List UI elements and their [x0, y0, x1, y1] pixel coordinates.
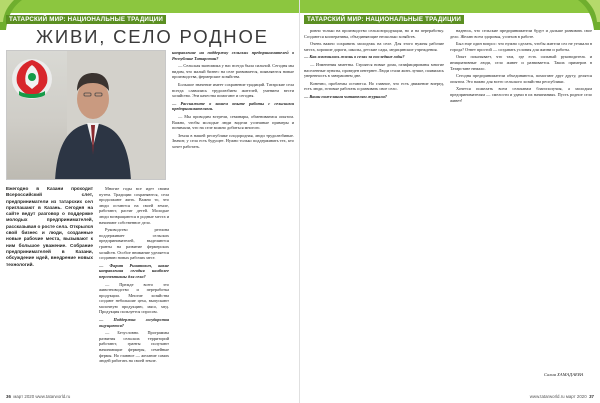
body-paragraph: Большое значение имеет сохранение традиций. Татарские села всегда славились трудолюбием жителей, умением вести хозяйство. Эти качества помогают и сегодня. — [172, 81, 294, 99]
body-paragraph: Был еще один вопрос: что нужно сделать, чтобы жители сел не уезжали в города? Ответ простой — создавать условия для жизни и работы. — [450, 41, 592, 52]
body-paragraph: Многие годы все идет своим путем. Традиции сохраняются, села продолжают жить. Важно то, что люди остаются на своей земле, работают, растят детей. Молодые люди возвращаются в родные места и начинают собственное дело. — [99, 186, 169, 225]
tatarstan-emblem-icon — [12, 59, 52, 99]
body-column-4 — [304, 28, 444, 383]
header-band-right — [300, 0, 600, 13]
body-paragraph: — Как изменилась жизнь в селах за последние годы? — [304, 54, 405, 60]
section-rubric-right: ТАТАРСКИЙ МИР: НАЦИОНАЛЬНЫЕ ТРАДИЦИИ — [304, 15, 464, 24]
body-paragraph: Сегодня предприниматели объединяются, помогают друг другу, делятся опытом. Это важно для всего сельского хозяйства республики. — [450, 73, 592, 84]
header-band — [0, 0, 300, 13]
right-page — [300, 0, 600, 403]
body-paragraph: Хочется пожелать всем сельчанам благополучия, а молодым предпринимателям — смелости и удачи в их начинаниях. Пусть родное село живет! — [450, 86, 592, 103]
body-paragraph: направление на поддержку сельских предпринимателей в Республике Татарстан? — [172, 50, 294, 61]
body-column-3 — [172, 50, 294, 383]
body-column-2b — [99, 186, 169, 383]
body-paragraph: — Мы проводим встречи, семинары, обмениваемся опытом. Важно, чтобы молодые люди видели успешные примеры и понимали, что на селе можно добиться многого. — [172, 113, 294, 131]
body-paragraph: ровно только на производство сельхозпродукции, но и на переработку. Создаются кооперативы, объединяющие несколько хозяйств. — [304, 28, 444, 39]
body-column-5 — [450, 28, 592, 368]
body-paragraph: — Безусловно. Программы развития сельских территорий работают, гранты получают начинающие фермеры, семейные фермы. Но главное — желание самих людей работать на своей земле. — [99, 330, 169, 364]
body-paragraph: — Поддержка государства ощущается? — [99, 317, 169, 328]
body-paragraph: Руководство региона поддерживает сельских предпринимателей, выделяются гранты на развитие фермерских хозяйств. Особое внимание уделяется созданию новых рабочих мест. — [99, 227, 169, 261]
footer-right — [530, 394, 594, 399]
body-paragraph: Конечно, проблемы остаются. Но главное, что есть движение вперед, есть люди, готовые работать и развивать свое село. — [304, 80, 444, 92]
article-headline: ЖИВИ, СЕЛО РОДНОЕ — [36, 26, 269, 47]
footer-left — [6, 394, 70, 399]
body-paragraph: Очень важно сохранить молодежь на селе. Для этого нужны рабочие места, хорошие дороги, школы, детские сады, медицинские учреждения. — [304, 41, 444, 52]
footer-text: март 2020 www.tatarworld.ru — [13, 394, 71, 399]
body-paragraph: — Расскажите о вашем опыте работы с сельскими предпринимателями. — [172, 100, 294, 112]
body-paragraph: Опыт показывает, что там, где есть сильный руководитель и инициативные люди, село живет и развивается. Таких примеров в Татарстане немало. — [450, 54, 592, 71]
lead-paragraph: Ежегодно в Казани проходит Всероссийский слет, предприниматели из татарских сел приглашают в Казань. Сегодня на сайте ведут разговор о поддержке молодых предпринимателей, рассказывая о росте села. Открылся свой бизнес и люди, созданные новые рабочие места, вызывают к ним большое уважение. Собрание предпринимателей в Казани, обсуждение идей, внедрение новых технологий. — [6, 186, 93, 267]
page-number-right: 37 — [589, 394, 594, 399]
body-paragraph: Земля в нашей республике плодородная, люди трудолюбивые. Значит, у села есть будущее. Нужно только поддерживать тех, кто хочет работать. — [172, 132, 294, 149]
body-paragraph: — Прежде всего это животноводство и переработка продукции. Многие хозяйства создают небольшие цеха, выпускают молочную продукцию, мясо, мед. Продукция пользуется спросом. — [99, 281, 169, 315]
body-paragraph: — Изменения заметны. Строятся новые дома, газифицированы многие населенные пункты, проведен интернет. Люди стали жить лучше, появилась уверенность в завтрашнем дне. — [304, 61, 444, 79]
body-column-2 — [8, 255, 94, 383]
ornament-icon-right — [578, 0, 600, 30]
section-rubric: ТАТАРСКИЙ МИР: НАЦИОНАЛЬНЫЕ ТРАДИЦИИ — [6, 15, 166, 24]
body-paragraph: — Сельская экономика у нас всегда была сильной. Сегодня мы видим, что малый бизнес на селе развивается, появляются новые производства, фермерские хозяйства. — [172, 63, 294, 80]
body-paragraph: надеюсь, что сельские предприниматели будут и дальше развивать свое дело. Желаю всем здоровья, успехов в работе. — [450, 28, 592, 39]
page-number: 36 — [6, 394, 11, 399]
author-signature: Салия ХАМАДАЕВА — [544, 372, 584, 377]
body-paragraph: — Ваши пожелания читателям журнала? — [304, 93, 387, 99]
footer-text-right: www.tatarworld.ru март 2020 — [529, 394, 587, 399]
portrait-photo — [6, 50, 166, 180]
body-paragraph: — Фарит Ринатович, какие направления сегодня наиболее перспективны для села? — [99, 262, 169, 279]
